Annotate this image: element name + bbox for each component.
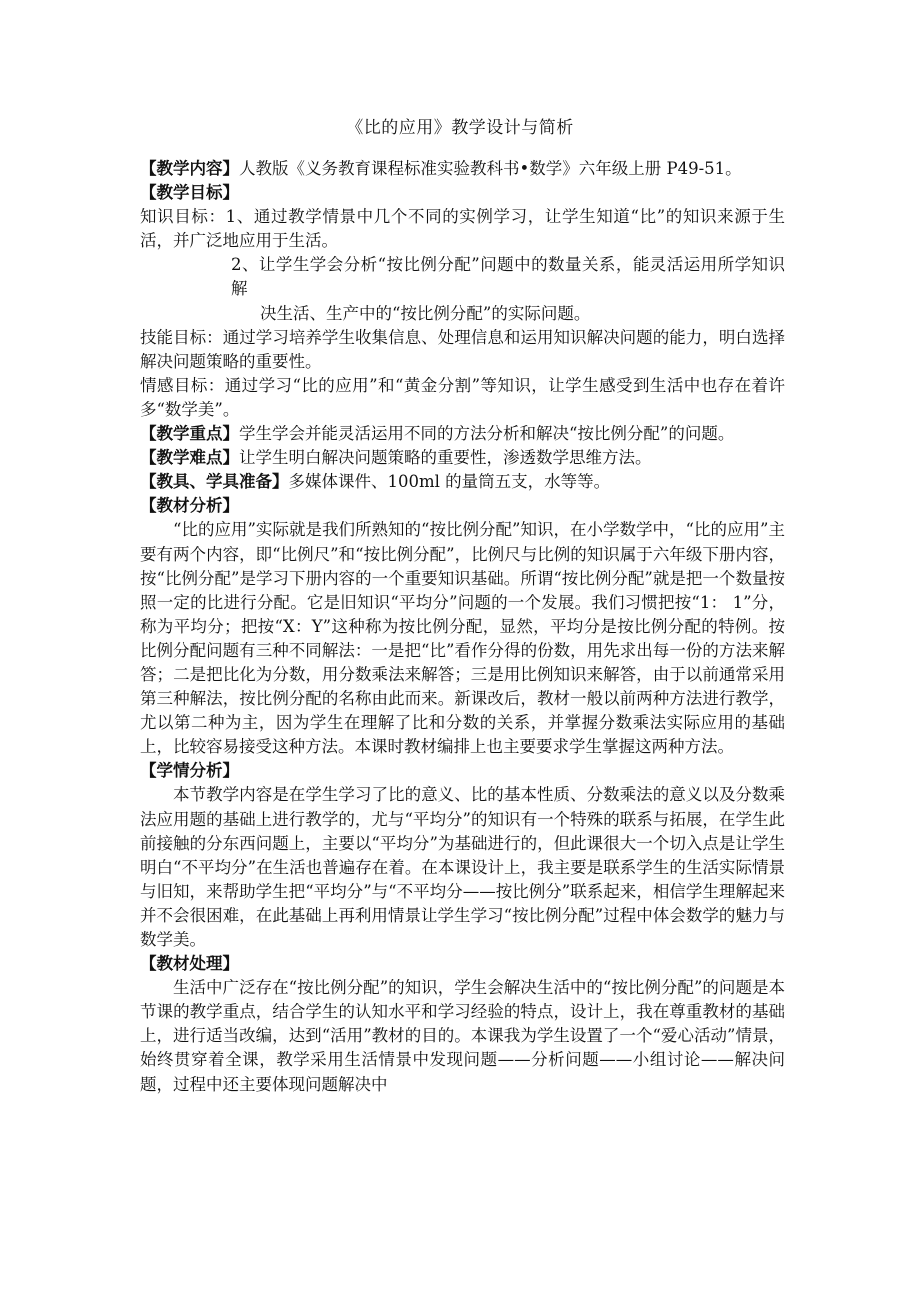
difficulty-text: 让学生明白解决问题策略的重要性，渗透数学思维方法。 [239,448,652,468]
textbook-analysis-text: “比的应用”实际就是我们所熟知的“按比例分配”知识，在小学数学中，“比的应用”主要有两个内容，即“比例尺”和“按比例分配”，比例尺与比例的知识属于六年级下册内容，按“比例分配”是学习下册内容的一个重要知识基础。所谓“按比例分配”就是把一个数量按照一定的比进行分配。它是旧知识“平均分”问题的一个发展。我们习惯把按“1： 1”分，称为平均分；把按“X：Y”这种称为按比例分配，显然，平均分是按比例分配的特例。按比例分配问题有三种不同解法：一是把“比”看作分得的份数，用先求出每一份的方法来解答；二是把比化为分数，用分数乘法来解答；三是用比例知识来解答，由于以前通常采用第三种解法，按比例分配的名称由此而来。新课改后，教材一般以前两种方法进行教学，尤以第二种为主，因为学生在理解了比和分数的关系，并掌握分数乘法实际应用的基础上，比较容易接受这种方法。本课时教材编排上也主要要求学生掌握这两种方法。 [140,520,785,757]
document-body [140,157,785,1097]
key-point-heading: 【教学重点】 [140,424,239,444]
difficulty-paragraph [140,446,785,470]
key-point-paragraph [140,422,785,446]
teaching-content-paragraph [140,157,785,181]
knowledge-goal-2-continued: 决生活、生产中的“按比例分配”的实际问题。 [260,303,591,323]
textbook-processing-text: 生活中广泛存在“按比例分配”的知识，学生会解决生活中的“按比例分配”的问题是本节课的教学重点，结合学生的认知水平和学习经验的特点，设计上，我在尊重教材的基础上，进行适当改编，达到“活用”教材的目的。本课我为学生设置了一个“爱心活动”情景，始终贯穿着全课，教学采用生活情景中发现问题——分析问题——小组讨论——解决问题，过程中还主要体现问题解决中 [140,978,786,1094]
key-point-text: 学生学会并能灵活运用不同的方法分析和解决“按比例分配”的问题。 [239,424,735,444]
knowledge-goal-1: 知识目标：1、通过教学情景中几个不同的实例学习，让学生知道“比”的知识来源于生活，并广泛地应用于生活。 [140,207,785,251]
textbook-processing-heading: 【教材处理】 [140,954,239,974]
skill-goal: 技能目标：通过学习培养学生收集信息、处理信息和运用知识解决问题的能力，明白选择解决问题策略的重要性。 [140,327,785,371]
teaching-content-text: 人教版《义务教育课程标准实验教科书•数学》六年级上册 P49-51。 [239,159,742,178]
learner-analysis-text: 本节教学内容是在学生学习了比的意义、比的基本性质、分数乘法的意义以及分数乘法应用题的基础上进行教学的，尤与“平均分”的知识有一个特殊的联系与拓展，在学生此前接触的分东西问题上，主要以“平均分”为基础进行的，但此课很大一个切入点是让学生明白“不平均分”在生活也普遍存在着。在本课设计上，我主要是联系学生的生活实际情景与旧知，来帮助学生把“平均分”与“不平均分——按比例分”联系起来，相信学生理解起来并不会很困难，在此基础上再利用情景让学生学习“按比例分配”过程中体会数学的魅力与数学美。 [140,785,785,949]
learner-analysis-heading: 【学情分析】 [140,761,239,781]
difficulty-heading: 【教学难点】 [140,448,239,468]
tools-heading: 【教具、学具准备】 [140,472,289,492]
document-title: 《比的应用》教学设计与简析 [346,118,574,138]
knowledge-goal-2: 2、让学生学会分析“按比例分配”问题中的数量关系，能灵活运用所学知识解 [231,255,785,299]
emotion-goal: 情感目标：通过学习“比的应用”和“黄金分割”等知识，让学生感受到生活中也存在着许多“数学美”。 [140,375,785,419]
textbook-analysis-heading: 【教材分析】 [140,496,239,516]
teaching-content-heading: 【教学内容】 [140,159,239,178]
teaching-goals-heading: 【教学目标】 [140,183,239,203]
tools-paragraph [140,470,785,494]
tools-text: 多媒体课件、100ml 的量筒五支，水等等。 [288,472,611,492]
